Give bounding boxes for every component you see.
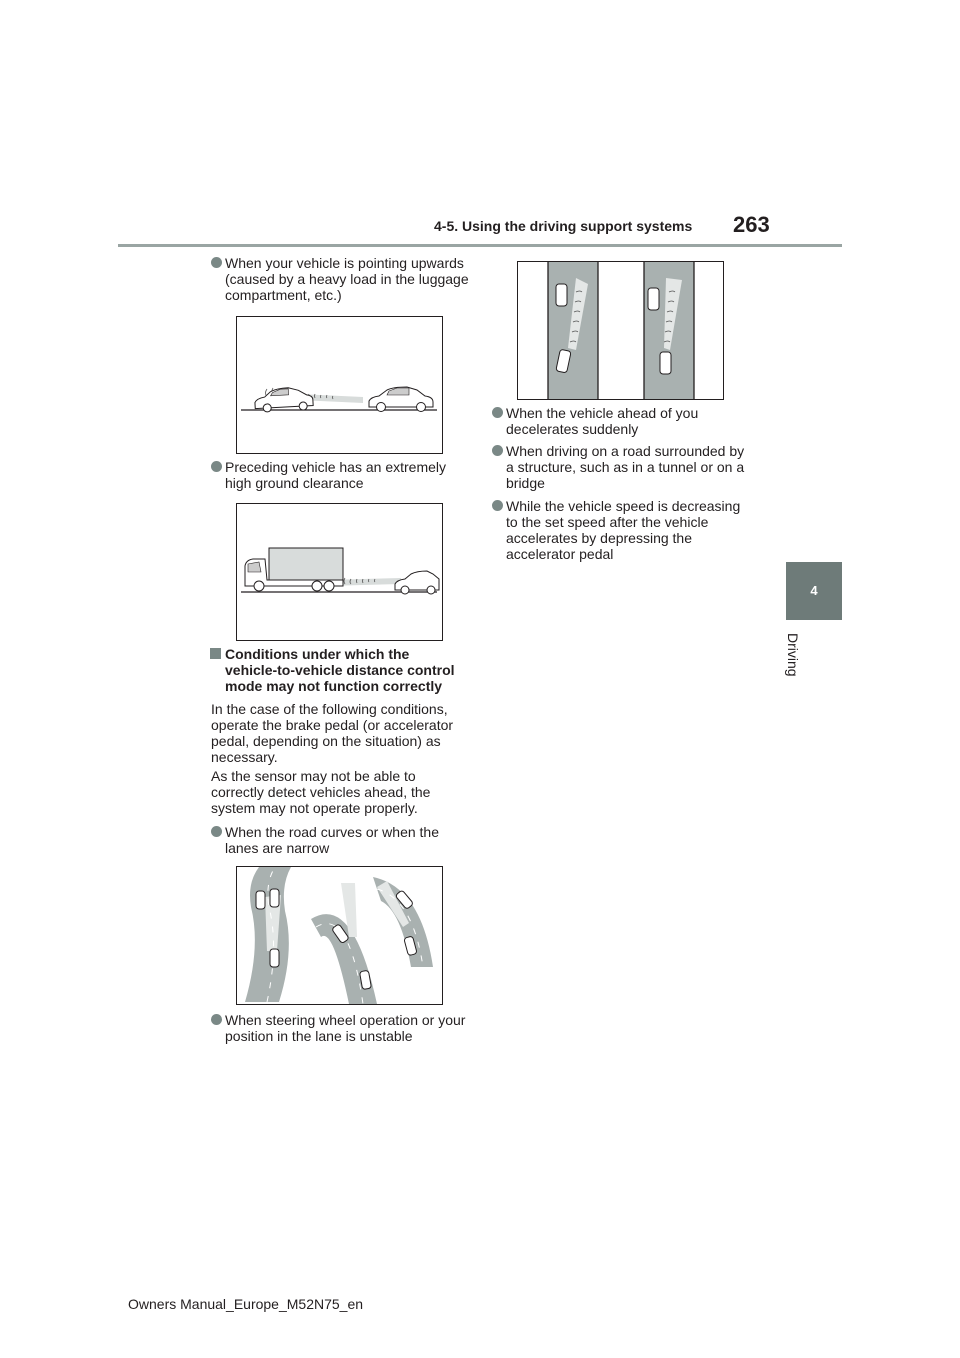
bullet-dot-icon (211, 461, 222, 472)
figure-road-curves (236, 866, 443, 1005)
bullet-tunnel-bridge (506, 443, 752, 491)
bullet-dot-icon (211, 826, 222, 837)
bullet-vehicle-upwards (225, 255, 471, 303)
heading-text: Conditions under which the vehicle-to-vehicle distance control mode may not function correctly (225, 646, 455, 694)
chapter-label (783, 633, 803, 693)
chapter-label-text: Driving (785, 633, 801, 677)
bullet-text: When the road curves or when the lanes are narrow (225, 824, 440, 856)
bullet-dot-icon (211, 1014, 222, 1025)
bullet-speed-decreasing (506, 498, 752, 562)
bullet-text: When the vehicle ahead of you decelerates suddenly (506, 405, 699, 437)
bullet-road-curves (225, 824, 471, 856)
bullet-high-clearance (225, 459, 471, 491)
illustration-upward-vehicle (237, 317, 442, 453)
figure-unstable-lane (517, 261, 724, 400)
bullet-steering-unstable (225, 1012, 471, 1044)
bullet-text: While the vehicle speed is decreasing to the set speed after the vehicle accelerates by depressing the accelerator pedal (506, 498, 741, 562)
bullet-dot-icon (211, 257, 222, 268)
footer-manual-id: Owners Manual_Europe_M52N75_en (128, 1296, 364, 1312)
illustration-truck (237, 504, 442, 640)
illustration-curves (237, 867, 442, 1004)
bullet-text: When your vehicle is pointing upwards (caused by a heavy load in the luggage compartment, etc.) (225, 255, 469, 303)
paragraph-sensor: As the sensor may not be able to correctly detect vehicles ahead, the system may not operate properly. (211, 768, 431, 816)
bullet-text: Preceding vehicle has an extremely high ground clearance (225, 459, 447, 491)
bullet-dot-icon (492, 445, 503, 456)
bullet-text: When driving on a road surrounded by a structure, such as in a tunnel or on a bridge (506, 443, 745, 491)
header-rule (118, 244, 842, 247)
bullet-decelerates (506, 405, 752, 437)
bullet-dot-icon (492, 500, 503, 511)
figure-vehicle-upwards (236, 316, 443, 454)
bullet-dot-icon (492, 407, 503, 418)
chapter-tab: 4 (786, 562, 842, 620)
section-heading (225, 646, 465, 694)
section-title: 4-5. Using the driving support systems (434, 218, 693, 234)
figure-high-clearance (236, 503, 443, 641)
bullet-text: When steering wheel operation or your position in the lane is unstable (225, 1012, 466, 1044)
illustration-lanes (518, 262, 723, 399)
page-number: 263 (733, 212, 770, 237)
heading-square-icon (210, 648, 221, 659)
paragraph-operate-pedal: In the case of the following conditions, operate the brake pedal (or accelerator pedal, depending on the situation) as necessary. (211, 701, 454, 765)
